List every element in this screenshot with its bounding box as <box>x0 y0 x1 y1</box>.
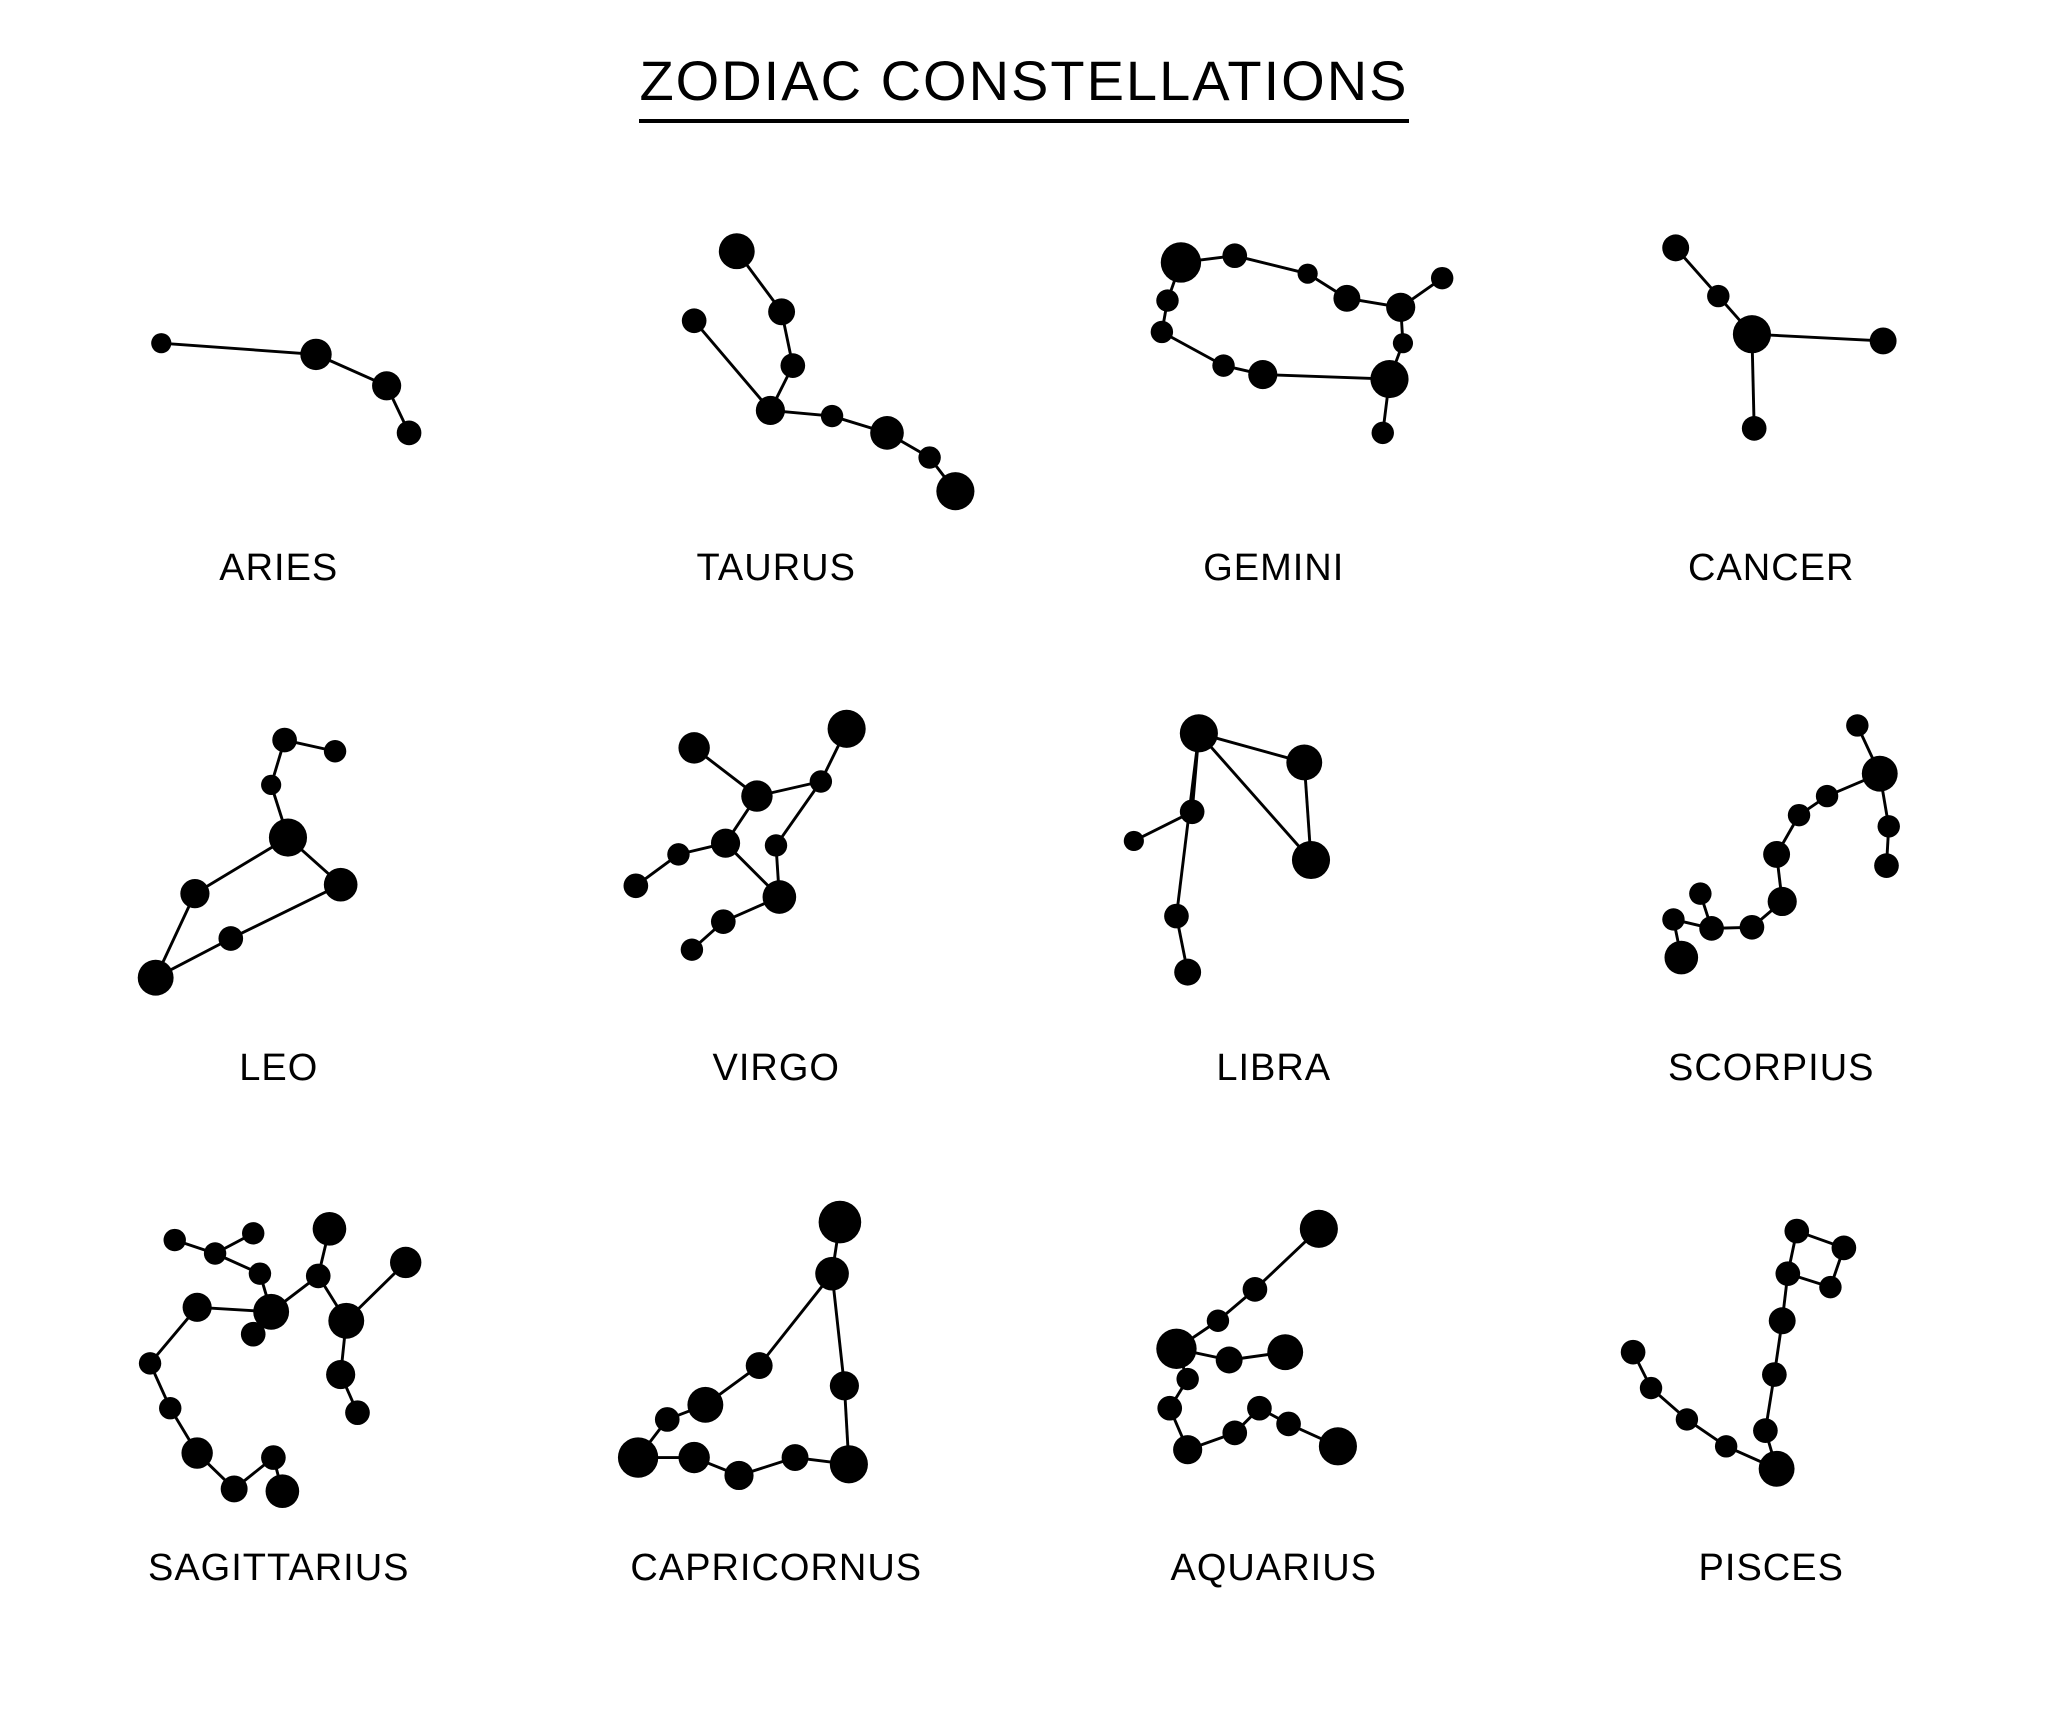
star-dot <box>1769 1307 1796 1334</box>
constellation-cell-taurus <box>528 175 1026 675</box>
star-dot <box>1819 1276 1841 1298</box>
star-dot <box>782 1444 809 1471</box>
constellation-figure-libra <box>1064 675 1484 1045</box>
constellation-cell-cancer <box>1523 175 2021 675</box>
star-dot <box>1276 1412 1301 1437</box>
star-dot <box>765 834 787 856</box>
star-dot <box>1215 1347 1242 1374</box>
constellation-figure-gemini <box>1064 175 1484 545</box>
constellation-line <box>832 1274 844 1386</box>
constellation-figure-virgo <box>566 675 986 1045</box>
constellation-line <box>759 1274 832 1366</box>
constellation-line <box>161 343 316 354</box>
star-dot <box>741 780 772 811</box>
star-dot <box>1676 1408 1698 1430</box>
star-dot <box>1164 904 1189 929</box>
star-dot <box>830 1371 859 1400</box>
constellation-label-cancer: CANCER <box>1688 547 1855 589</box>
star-dot <box>821 405 843 427</box>
star-dot <box>204 1242 226 1264</box>
star-dot <box>1300 1210 1338 1248</box>
star-dot <box>1161 242 1201 282</box>
star-dot <box>1286 745 1322 781</box>
star-dot <box>137 960 173 996</box>
constellation-cell-capricornus <box>528 1175 1026 1675</box>
constellation-cell-leo <box>30 675 528 1175</box>
constellation-line <box>694 321 770 411</box>
constellation-diagram <box>566 1175 986 1545</box>
constellation-label-aquarius: AQUARIUS <box>1170 1547 1377 1589</box>
star-dot <box>828 710 866 748</box>
star-dot <box>1689 882 1711 904</box>
star-dot <box>1173 1435 1202 1464</box>
star-dot <box>1267 1334 1303 1370</box>
star-dot <box>1176 1368 1198 1390</box>
star-dot <box>781 353 806 378</box>
constellation-figure-aries <box>69 175 489 545</box>
constellation-figure-leo <box>69 675 489 1045</box>
constellation-label-libra: LIBRA <box>1216 1047 1332 1089</box>
constellation-figure-scorpius <box>1561 675 1981 1045</box>
star-dot <box>324 868 358 902</box>
star-dot <box>1662 234 1689 261</box>
star-dot <box>1621 1340 1646 1365</box>
constellation-diagram <box>1561 175 1981 545</box>
constellation-cell-scorpius <box>1523 675 2021 1175</box>
star-dot <box>1832 1236 1857 1261</box>
star-dot <box>182 1293 211 1322</box>
constellation-diagram <box>566 175 986 545</box>
star-dot <box>1157 1396 1182 1421</box>
star-dot <box>1180 799 1205 824</box>
star-dot <box>1707 285 1729 307</box>
star-dot <box>763 880 797 914</box>
star-dot <box>1156 1329 1196 1369</box>
star-dot <box>1753 1418 1778 1443</box>
star-dot <box>1370 360 1408 398</box>
star-dot <box>180 879 209 908</box>
constellation-cell-gemini <box>1025 175 1523 675</box>
star-dot <box>396 421 421 446</box>
star-dot <box>1733 315 1771 353</box>
constellation-diagram <box>69 1175 489 1545</box>
star-dot <box>1878 815 1900 837</box>
star-dot <box>1212 354 1234 376</box>
star-dot <box>345 1400 370 1425</box>
star-dot <box>937 472 975 510</box>
star-dot <box>324 740 346 762</box>
star-dot <box>725 1461 754 1490</box>
star-dot <box>815 1257 849 1291</box>
star-dot <box>688 1387 724 1423</box>
star-dot <box>1319 1427 1357 1465</box>
star-dot <box>1174 959 1201 986</box>
constellation-label-sagittarius: SAGITTARIUS <box>147 1547 410 1589</box>
star-dot <box>312 1212 346 1246</box>
star-dot <box>272 728 297 753</box>
constellation-cell-pisces <box>1523 1175 2021 1675</box>
star-dot <box>139 1352 161 1374</box>
star-dot <box>390 1247 421 1278</box>
star-dot <box>1150 321 1172 343</box>
constellation-figure-taurus <box>566 175 986 545</box>
star-dot <box>810 770 832 792</box>
star-dot <box>679 732 710 763</box>
constellation-label-virgo: VIRGO <box>712 1047 840 1089</box>
constellation-label-gemini: GEMINI <box>1203 547 1345 589</box>
star-dot <box>1222 1421 1247 1446</box>
star-dot <box>1333 285 1360 312</box>
star-dot <box>1776 1261 1801 1286</box>
star-dot <box>151 333 171 353</box>
constellation-cell-virgo <box>528 675 1026 1175</box>
star-dot <box>1762 1362 1787 1387</box>
star-dot <box>618 1437 658 1477</box>
star-dot <box>1180 714 1218 752</box>
star-dot <box>1846 714 1868 736</box>
star-dot <box>1386 293 1415 322</box>
constellation-diagram <box>69 175 489 545</box>
star-dot <box>1816 785 1838 807</box>
star-dot <box>1292 841 1330 879</box>
star-dot <box>681 938 703 960</box>
star-dot <box>300 339 331 370</box>
star-dot <box>655 1407 680 1432</box>
star-dot <box>1248 360 1277 389</box>
constellation-cell-aries <box>30 175 528 675</box>
page-title <box>0 48 2048 123</box>
constellation-label-taurus: TAURUS <box>696 547 856 589</box>
star-dot <box>163 1229 185 1251</box>
star-dot <box>248 1262 270 1284</box>
page-title-text: ZODIAC CONSTELLATIONS <box>639 48 1408 123</box>
star-dot <box>746 1352 773 1379</box>
star-dot <box>220 1475 247 1502</box>
constellation-figure-aquarius <box>1064 1175 1484 1545</box>
constellation-diagram <box>1064 1175 1484 1545</box>
star-dot <box>711 909 736 934</box>
constellation-label-pisces: PISCES <box>1698 1547 1844 1589</box>
star-dot <box>1788 804 1810 826</box>
star-dot <box>306 1264 331 1289</box>
constellation-diagram <box>69 675 489 1045</box>
star-dot <box>1124 831 1144 851</box>
star-dot <box>1156 289 1178 311</box>
star-dot <box>870 416 904 450</box>
star-dot <box>1665 941 1699 975</box>
star-dot <box>1242 1277 1267 1302</box>
star-dot <box>181 1437 212 1468</box>
star-dot <box>242 1222 264 1244</box>
star-dot <box>1640 1377 1662 1399</box>
star-dot <box>218 926 243 951</box>
star-dot <box>1874 853 1899 878</box>
constellation-line <box>1176 733 1198 916</box>
star-dot <box>372 371 401 400</box>
constellation-label-capricornus: CAPRICORNUS <box>630 1547 923 1589</box>
star-dot <box>326 1360 355 1389</box>
star-dot <box>1768 887 1797 916</box>
constellation-diagram <box>1064 675 1484 1045</box>
constellation-cell-sagittarius <box>30 1175 528 1675</box>
star-dot <box>1862 756 1898 792</box>
star-dot <box>1759 1451 1795 1487</box>
star-dot <box>624 873 649 898</box>
star-dot <box>682 308 707 333</box>
constellation-figure-pisces <box>1561 1175 1981 1545</box>
constellation-figure-cancer <box>1561 175 1981 545</box>
star-dot <box>711 829 740 858</box>
star-dot <box>719 233 755 269</box>
star-dot <box>1763 841 1790 868</box>
star-dot <box>1870 327 1897 354</box>
star-dot <box>1297 264 1317 284</box>
star-dot <box>830 1445 868 1483</box>
star-dot <box>261 1445 286 1470</box>
star-dot <box>241 1322 266 1347</box>
star-dot <box>1742 416 1767 441</box>
star-dot <box>667 843 689 865</box>
constellation-cell-aquarius <box>1025 1175 1523 1675</box>
constellation-label-scorpius: SCORPIUS <box>1668 1047 1875 1089</box>
constellation-grid <box>30 175 2020 1675</box>
star-dot <box>1206 1310 1228 1332</box>
constellation-line <box>1752 334 1883 341</box>
star-dot <box>919 446 941 468</box>
star-dot <box>819 1201 862 1244</box>
star-dot <box>1740 915 1765 940</box>
constellation-diagram <box>1561 1175 1981 1545</box>
star-dot <box>159 1397 181 1419</box>
star-dot <box>1699 916 1724 941</box>
star-dot <box>679 1442 710 1473</box>
star-dot <box>768 298 795 325</box>
star-dot <box>261 775 281 795</box>
star-dot <box>1785 1219 1810 1244</box>
star-dot <box>1222 243 1247 268</box>
star-dot <box>1662 908 1684 930</box>
star-dot <box>328 1303 364 1339</box>
constellation-figure-sagittarius <box>69 1175 489 1545</box>
star-dot <box>1715 1435 1737 1457</box>
star-dot <box>1371 422 1393 444</box>
constellation-label-aries: ARIES <box>219 547 339 589</box>
star-dot <box>1393 333 1413 353</box>
constellation-diagram <box>566 675 986 1045</box>
star-dot <box>269 819 307 857</box>
constellation-cell-libra <box>1025 675 1523 1175</box>
constellation-label-leo: LEO <box>239 1047 319 1089</box>
star-dot <box>756 396 785 425</box>
constellation-diagram <box>1561 675 1981 1045</box>
constellation-figure-capricornus <box>566 1175 986 1545</box>
star-dot <box>1431 267 1453 289</box>
constellation-diagram <box>1064 175 1484 545</box>
star-dot <box>265 1474 299 1508</box>
constellation-line <box>231 885 341 939</box>
star-dot <box>1247 1396 1272 1421</box>
